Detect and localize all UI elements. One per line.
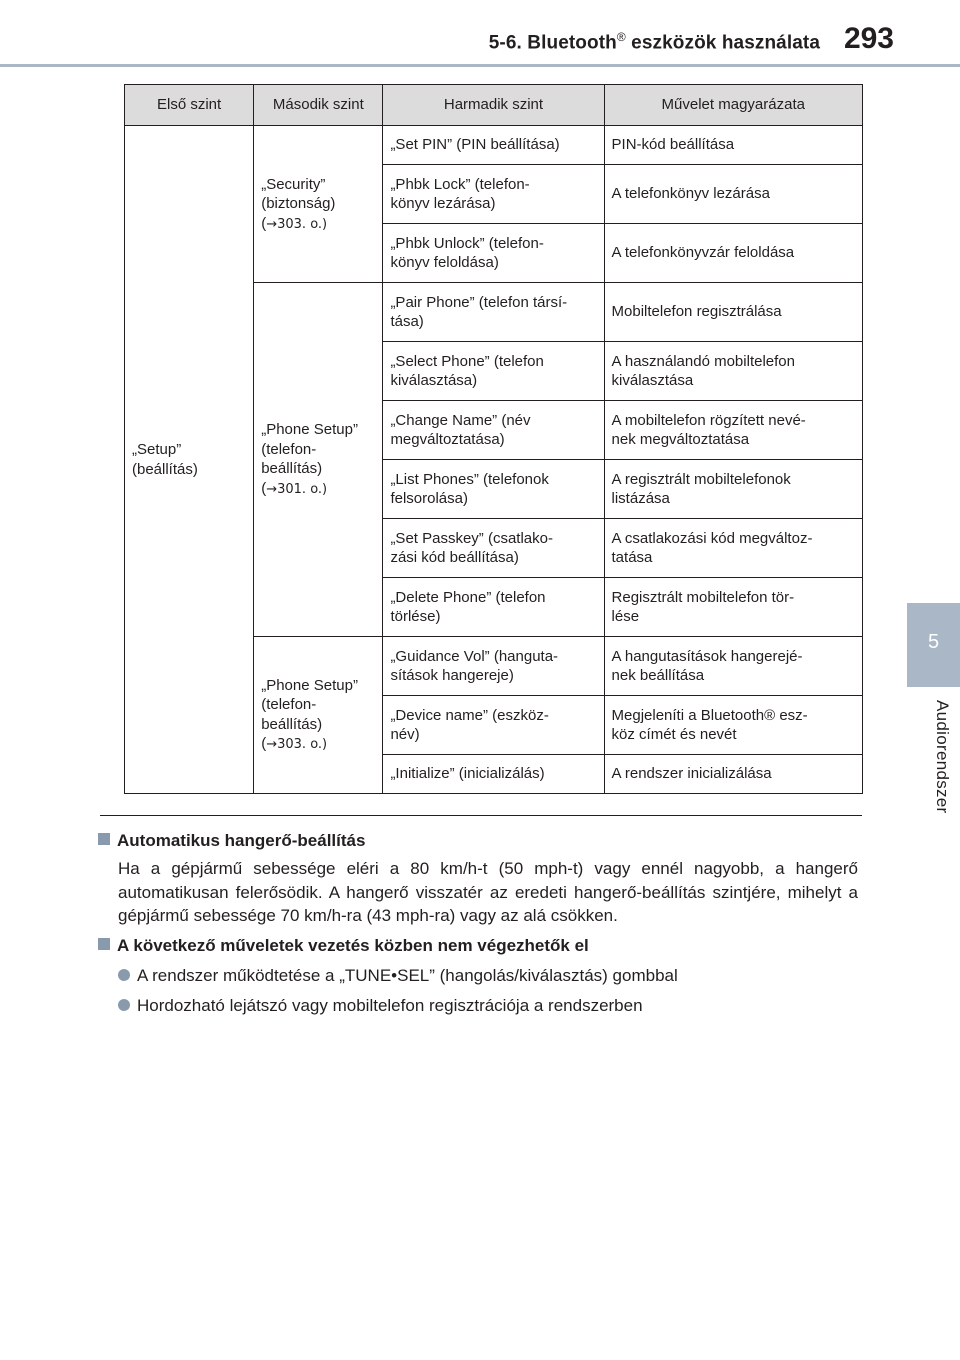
- level3-cell: „Phbk Lock” (telefon- könyv lezárása): [383, 165, 604, 224]
- chapter-tab: [907, 603, 960, 687]
- page-header: [0, 0, 960, 66]
- square-bullet-icon: [98, 833, 110, 845]
- round-bullet-icon: [118, 969, 130, 981]
- list-item: [118, 964, 888, 987]
- list-item-text: Hordozható lejátszó vagy mobiltelefon regisztrációja a rendszerben: [137, 996, 643, 1015]
- action-cell: PIN-kód beállítása: [604, 126, 862, 165]
- action-cell: Mobiltelefon regisztrálása: [604, 283, 862, 342]
- page-ref: →301. o.): [266, 481, 328, 497]
- level3-cell: „List Phones” (telefonok felsorolása): [383, 460, 604, 519]
- page-ref: →303. o.): [266, 737, 328, 753]
- table-header-row: [125, 85, 863, 126]
- chapter-title-suffix: eszközök használata: [625, 32, 820, 54]
- header-cell-action: Művelet magyarázata: [604, 85, 862, 126]
- header-cell-level1: Első szint: [125, 85, 254, 126]
- list-item-text: A rendszer működtetése a „TUNE•SEL” (hangolás/kiválasztás) gombbal: [137, 966, 678, 985]
- action-cell: A telefonkönyv lezárása: [604, 165, 862, 224]
- level1-cell: „Setup” (beállítás): [125, 126, 254, 794]
- level2-cell: [254, 126, 383, 283]
- section-heading-driving-restrictions: [98, 934, 868, 957]
- level2-label: „Phone Setup” (telefon- beállítás) (: [261, 421, 358, 497]
- action-cell: A használandó mobiltelefon kiválasztása: [604, 342, 862, 401]
- level3-cell: „Initialize” (inicializálás): [383, 755, 604, 794]
- action-cell: Megjeleníti a Bluetooth® esz- köz címét és nevét: [604, 696, 862, 755]
- level3-cell: „Delete Phone” (telefon törlése): [383, 578, 604, 637]
- level2-label: „Phone Setup” (telefon- beállítás) (: [261, 676, 358, 753]
- level2-cell: [254, 283, 383, 637]
- square-bullet-icon: [98, 938, 110, 950]
- level3-cell: „Set PIN” (PIN beállítása): [383, 126, 604, 165]
- action-cell: Regisztrált mobiltelefon tör- lése: [604, 578, 862, 637]
- chapter-tab-number: 5: [927, 631, 940, 653]
- auto-volume-paragraph: Ha a gépjármű sebessége eléri a 80 km/h-t (50 mph-t) vagy ennél nagyobb, a hangerő automatikusan felerősödik. A hangerő visszatér az eredeti hangerő-beállítás szintjére, mihelyt a gépjármű sebessége 70 km/h-ra (43 mph-ra) vagy az alá csökken.: [118, 859, 858, 925]
- action-cell: A hangutasítások hangerejé- nek beállítása: [604, 637, 862, 696]
- page-number: 293: [843, 22, 894, 55]
- action-cell: A mobiltelefon rögzített nevé- nek megváltoztatása: [604, 401, 862, 460]
- level2-label: „Security” (biztonság) (: [261, 175, 336, 232]
- chapter-title-prefix: 5-6. Bluetooth: [488, 32, 617, 54]
- header-cell-level3: Harmadik szint: [383, 85, 604, 126]
- action-cell: A regisztrált mobiltelefonok listázása: [604, 460, 862, 519]
- page-ref: →303. o.): [266, 216, 328, 232]
- section-heading-auto-volume: [98, 829, 868, 852]
- heading-text: A következő műveletek vezetés közben nem végezhetők el: [117, 936, 589, 955]
- section-divider: [100, 815, 862, 816]
- level3-cell: „Guidance Vol” (hanguta- sítások hangereje): [383, 637, 604, 696]
- level2-cell: [254, 637, 383, 794]
- action-cell: A telefonkönyvzár feloldása: [604, 224, 862, 283]
- level3-cell: „Set Passkey” (csatlako- zási kód beállítása): [383, 519, 604, 578]
- settings-table: [124, 84, 863, 794]
- level3-cell: „Change Name” (név megváltoztatása): [383, 401, 604, 460]
- registered-mark: ®: [616, 30, 626, 44]
- list-item: [118, 994, 888, 1017]
- level3-cell: „Device name” (eszköz- név): [383, 696, 604, 755]
- chapter-title: [489, 30, 820, 54]
- heading-text: Automatikus hangerő-beállítás: [117, 831, 366, 850]
- action-cell: A rendszer inicializálása: [604, 755, 862, 794]
- level3-cell: „Select Phone” (telefon kiválasztása): [383, 342, 604, 401]
- level3-cell: „Phbk Unlock” (telefon- könyv feloldása): [383, 224, 604, 283]
- table-row: [125, 126, 863, 165]
- header-rule: [0, 64, 960, 67]
- header-cell-level2: Második szint: [254, 85, 383, 126]
- action-cell: A csatlakozási kód megváltoz- tatása: [604, 519, 862, 578]
- level3-cell: „Pair Phone” (telefon társí- tása): [383, 283, 604, 342]
- chapter-tab-label: Audiorendszer: [933, 700, 952, 814]
- round-bullet-icon: [118, 999, 130, 1011]
